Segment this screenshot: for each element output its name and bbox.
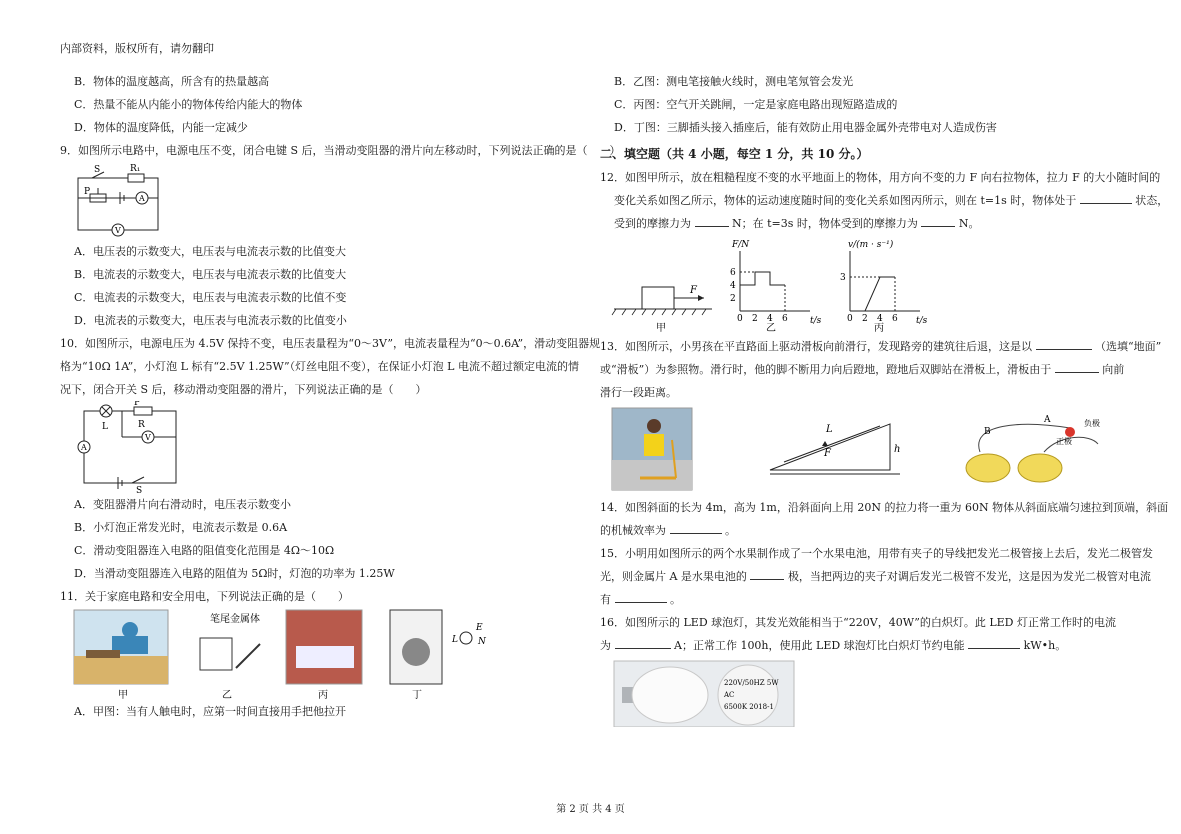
yi-x-tick-label: 0 — [737, 314, 743, 324]
q12-line3-b: N；在 t=3s 时，物体受到的摩擦力为 — [732, 217, 918, 230]
q16-bulb-figure — [600, 657, 1130, 727]
q13-line1-a: 13．如图所示，小男孩在平直路面上驱动滑板向前滑行，发现路旁的建筑往后退，这是以 — [600, 340, 1032, 353]
bulb-globe — [632, 667, 708, 723]
q12-blank-3[interactable] — [921, 214, 955, 227]
q9-label-s: S — [94, 165, 101, 175]
washer-drum-icon — [402, 638, 430, 666]
copyright-note: 内部资料，版权所有，请勿翻印 — [60, 42, 214, 55]
fig-label-jia: 甲 — [656, 323, 666, 334]
fig-label-bing: 丙 — [874, 323, 884, 334]
q12-graphs — [600, 235, 1120, 335]
led-icon — [1065, 427, 1075, 437]
q16-line2-a: 为 — [600, 639, 611, 652]
q13-line2-b: 向前 — [1102, 363, 1125, 376]
skateboard-road — [612, 460, 692, 490]
q9-circuit-figure — [60, 162, 580, 240]
q13-line3: 滑行一段距离。 — [600, 386, 677, 399]
socket-icon — [200, 638, 232, 670]
q9-stem: 9．如图所示电路中，电源电压不变，闭合电键 S 后，当滑动变阻器的滑片向左移动时，下列说法正确的是（ ） — [60, 144, 621, 157]
v-t-graph — [840, 251, 920, 324]
fig-label-ding: 丁 — [412, 690, 422, 700]
q13-q15-figure-row — [600, 404, 1130, 496]
q10-circuit-figure — [60, 401, 580, 493]
fig-label-yi: 乙 — [766, 323, 776, 334]
rescuer-head-icon — [122, 622, 138, 638]
bulb-text-1: 220V/50HZ 5W — [724, 679, 779, 687]
q12-line3-c: N。 — [958, 217, 980, 230]
left-column — [60, 70, 621, 723]
yi-ylabel: F/N — [732, 240, 750, 250]
yi-x-tick-label: 4 — [767, 314, 773, 324]
lemon-label-a: A — [1044, 415, 1051, 425]
q10-option-c: C．滑动变阻器连入电路的阻值变化范围是 4Ω～10Ω — [74, 544, 335, 557]
label-l: L — [452, 635, 458, 645]
q10-label-p: P — [134, 401, 141, 408]
breaker-panel — [296, 646, 354, 668]
q15-line1: 15．小明用如图所示的两个水果制作成了一个水果电池，用带有夹子的导线把发光二极管接上去后，发光二极管发 — [600, 547, 1153, 560]
yi-force-line — [740, 272, 785, 285]
q15-line2-b: 极，当把两边的夹子对调后发光二极管不发光，这是因为发光二极管对电流 — [787, 570, 1151, 583]
label-n: N — [478, 637, 486, 647]
q13-blank-1[interactable] — [1036, 337, 1092, 350]
q11-option-a: A．甲图：当有人触电时，应第一时间直接用手把他拉开 — [74, 705, 346, 718]
boy-shirt — [644, 434, 664, 456]
q10-option-d: D．当滑动变阻器连入电路的阻值为 5Ω时，灯泡的功率为 1.25W — [74, 567, 395, 580]
incline-label-l: L — [826, 424, 833, 435]
q11-safety-images — [60, 608, 500, 700]
q12-figure-row — [600, 235, 1130, 335]
q9-option-c: C．电流表的示数变大，电压表与电流表示数的比值不变 — [74, 291, 347, 304]
q14-blank[interactable] — [670, 521, 722, 534]
q9-label-r1: R₁ — [130, 164, 141, 174]
lemon-label-positive: 正极 — [1056, 437, 1072, 446]
q15-blank-2[interactable] — [615, 590, 667, 603]
yi-y-tick-label: 4 — [730, 281, 736, 291]
q10-stem-line2: 格为“10Ω 1A”，小灯泡 L 标有“2.5V 1.25W”（灯丝电阻不变），在保证小灯泡 L 电流不超过额定电流的情 — [60, 360, 579, 373]
q14-line1: 14．如图斜面的长为 4m，高为 1m，沿斜面向上用 20N 的拉力将一重为 60N 物体从斜面底端匀速拉到顶端，斜面 — [600, 501, 1169, 514]
incline-label-f: F — [824, 448, 831, 459]
q13-blank-2[interactable] — [1055, 360, 1099, 373]
q10-label-l: L — [102, 422, 108, 432]
lemon-label-negative: 负极 — [1084, 419, 1100, 428]
lemon-label-b: B — [984, 427, 991, 437]
q13-line1-b: （选填“地面” — [1095, 340, 1162, 353]
q16-line2-b: A；正常工作 100h，使用此 LED 球泡灯比白炽灯节约电能 — [674, 639, 965, 652]
q12-line1: 12．如图甲所示，放在粗糙程度不变的水平地面上的物体，用方向不变的力 F 向右拉物体，拉力 F 的大小随时间的 — [600, 171, 1161, 184]
bing-velocity-line — [850, 277, 895, 311]
bing-x-tick-label: 4 — [877, 314, 883, 324]
force-arrow-head-icon — [698, 295, 704, 301]
yi-xlabel: t/s — [810, 316, 822, 326]
q9-circuit-diagram — [60, 162, 180, 240]
bing-xlabel: t/s — [916, 316, 928, 326]
q8-option-b: B．物体的温度越高，所含有的热量越高 — [74, 75, 270, 88]
q10-option-b: B．小灯泡正常发光时，电流表示数是 0.6A — [74, 521, 288, 534]
q10-circuit-diagram — [60, 401, 200, 493]
q9-label-a: A — [139, 194, 145, 203]
q10-label-a: A — [81, 443, 87, 452]
q15-line2-a: 光，则金属片 A 是水果电池的 — [600, 570, 747, 583]
q16-line1: 16．如图所示的 LED 球泡灯，其发光效能相当于“220V，40W”的白炽灯。此 LED 灯正常工作时的电流 — [600, 616, 1116, 629]
q11-stem: 11．关于家庭电路和安全用电，下列说法正确的是（ ） — [60, 590, 349, 603]
f-t-graph — [730, 251, 810, 324]
block-object — [642, 287, 674, 309]
bing-x-tick-label: 2 — [862, 314, 868, 324]
q8-option-c: C．热量不能从内能小的物体传给内能大的物体 — [74, 98, 303, 111]
q16-line2-c: kW•h。 — [1023, 639, 1067, 652]
section-2-heading: 二、填空题（共 4 小题，每空 1 分，共 10 分。） — [600, 147, 869, 161]
rescue-floor — [74, 656, 168, 684]
yi-y-tick-label: 2 — [730, 294, 736, 304]
fig-label-bing: 丙 — [318, 690, 328, 700]
q12-line2: 变化关系如图乙所示，物体的运动速度随时间的变化关系如图丙所示，则在 t=1s 时，物体处于 — [614, 194, 1077, 207]
q12-line3-a: 受到的摩擦力为 — [614, 217, 691, 230]
yi-x-tick-label: 2 — [752, 314, 758, 324]
fig-label-yi: 乙 — [222, 690, 232, 700]
q11-figure-row — [60, 608, 580, 700]
q12-line2-tail: 状态， — [1135, 194, 1169, 207]
test-pen-icon — [236, 644, 260, 668]
q10-stem-line3: 况下，闭合开关 S 后，移动滑动变阻器的滑片，下列说法正确的是（ ） — [60, 383, 427, 396]
q10-label-v: V — [145, 433, 151, 442]
incline-arrow-icon — [822, 441, 828, 446]
plug-symbol-icon — [460, 632, 472, 644]
q10-option-a: A．变阻器滑片向右滑动时，电压表示数变小 — [74, 498, 291, 511]
incline-label-h: h — [894, 444, 901, 455]
q11-option-c: C．丙图：空气开关跳闸，一定是家庭电路出现短路造成的 — [614, 98, 898, 111]
ground-hatch — [612, 309, 706, 315]
boy-head-icon — [647, 419, 661, 433]
q11-option-d: D．丁图：三脚插头接入插座后，能有效防止用电器金属外壳带电对人造成伤害 — [614, 121, 997, 134]
q9-option-a: A．电压表的示数变大，电压表与电流表示数的比值变大 — [74, 245, 346, 258]
fig-label-jia: 甲 — [118, 690, 128, 700]
right-column: B．乙图：测电笔接触火线时，测电笔氖管会发光 C．丙图：空气开关跳闸，一定是家庭电路出现短路造成的 D．丁图：三脚插头接入插座后，能有效防止用电器金属外壳带电对人造成伤害 二、填空题（共 4 小题，每空 1 分，共 10 分。） 12．如图甲所示，放在粗糙程度不变的水平地面上的物体，用方向不变的力 F 向右拉物体，拉力 F 的大小随时间的 变化关系如图乙所示，物体的运动速度随时间的变化关系如图丙所示，则在 t=1s 时，物体处于 状态， 受到的摩擦力为 N；在 t=3s 时，物体受到的摩擦力为 N。 F 甲 0 2 4 6 6 4 2 F/N t/s 乙 0 2 4 6 3 v/(m · s⁻¹) t/s 丙 13．如图所示，小男孩在平直路面上驱动滑板向前滑行，发现路旁的建筑往后退，这是以 （选填“地面” 或“滑板”）为参照物。滑行时，他的脚不断用力向后蹬地，蹬地后双脚站在滑板上，滑板由于 向前 滑行一段距离。 L F h B A 正极 负极 14．如图斜面的长为 4m，高为 1m，沿斜面向上用 20N 的拉力将一重为 60N 物体从斜面底端匀速拉到顶端，斜面 的机械效率为 。 15．小明用如图所示的两个水果制作成了一个水果电池，用带有夹子的导线把发光二极管接上去后，发光二极管发 光，则金属片 A 是水果电池的 极，当把两边的夹子对调后发光二极管不发光，这是因为发光二极管对电流 有 。 16．如图所示的 LED 球泡灯，其发光效能相当于“220V，40W”的白炽灯。此 LED 灯正常工作时的电流 为 A；正常工作 100h，使用此 LED 球泡灯比白炽灯节约电能 kW•h。 220V/50HZ 5W AC 6500K 2018-1 — [600, 70, 1130, 727]
bulb-text-3: 6500K 2018-1 — [724, 703, 774, 711]
yi-y-tick-label: 6 — [730, 268, 736, 278]
bing-ylabel: v/(m · s⁻¹) — [848, 240, 894, 250]
q16-blank-2[interactable] — [968, 636, 1020, 649]
q10-label-r: R — [138, 420, 145, 430]
q16-blank-1[interactable] — [615, 636, 671, 649]
victim-body — [86, 650, 120, 658]
bing-x-tick-label: 0 — [847, 314, 853, 324]
q9-label-p: P — [84, 187, 91, 197]
pen-tail-caption: 笔尾金属体 — [210, 614, 260, 625]
q8-option-d: D．物体的温度降低，内能一定减少 — [74, 121, 248, 134]
bulb-text-2: AC — [724, 691, 735, 699]
q9-option-b: B．电流表的示数变大，电压表与电流表示数的比值变大 — [74, 268, 347, 281]
page-footer: 第 2 页 共 4 页 — [556, 804, 625, 815]
q12-blank-1[interactable] — [1080, 191, 1132, 204]
q13-q15-images — [600, 404, 1120, 496]
q11-option-b: B．乙图：测电笔接触火线时，测电笔氖管会发光 — [614, 75, 854, 88]
q13-line2-a: 或“滑板”）为参照物。滑行时，他的脚不断用力向后蹬地，蹬地后双脚站在滑板上，滑板由于 — [600, 363, 1052, 376]
led-bulb-photo — [600, 657, 800, 727]
lemon-left — [966, 454, 1010, 482]
bing-y-tick-label: 3 — [840, 273, 846, 283]
q10-stem-line1: 10．如图所示，电源电压为 4.5V 保持不变，电压表量程为“0～3V”，电流表量程为“0～0.6A”，滑动变阻器规 — [60, 337, 601, 350]
force-label-f: F — [690, 285, 697, 296]
q15-blank-1[interactable] — [750, 567, 784, 580]
q14-line2: 的机械效率为 — [600, 524, 666, 537]
q9-label-v: V — [115, 226, 121, 235]
label-e: E — [476, 623, 483, 633]
q15-line3: 有 — [600, 593, 611, 606]
q10-label-s: S — [136, 486, 143, 493]
yi-x-tick-label: 6 — [782, 314, 788, 324]
lemon-right — [1018, 454, 1062, 482]
q12-blank-2[interactable] — [695, 214, 729, 227]
q9-option-d: D．电流表的示数变大，电压表与电流表示数的比值变小 — [74, 314, 347, 327]
bing-x-tick-label: 6 — [892, 314, 898, 324]
